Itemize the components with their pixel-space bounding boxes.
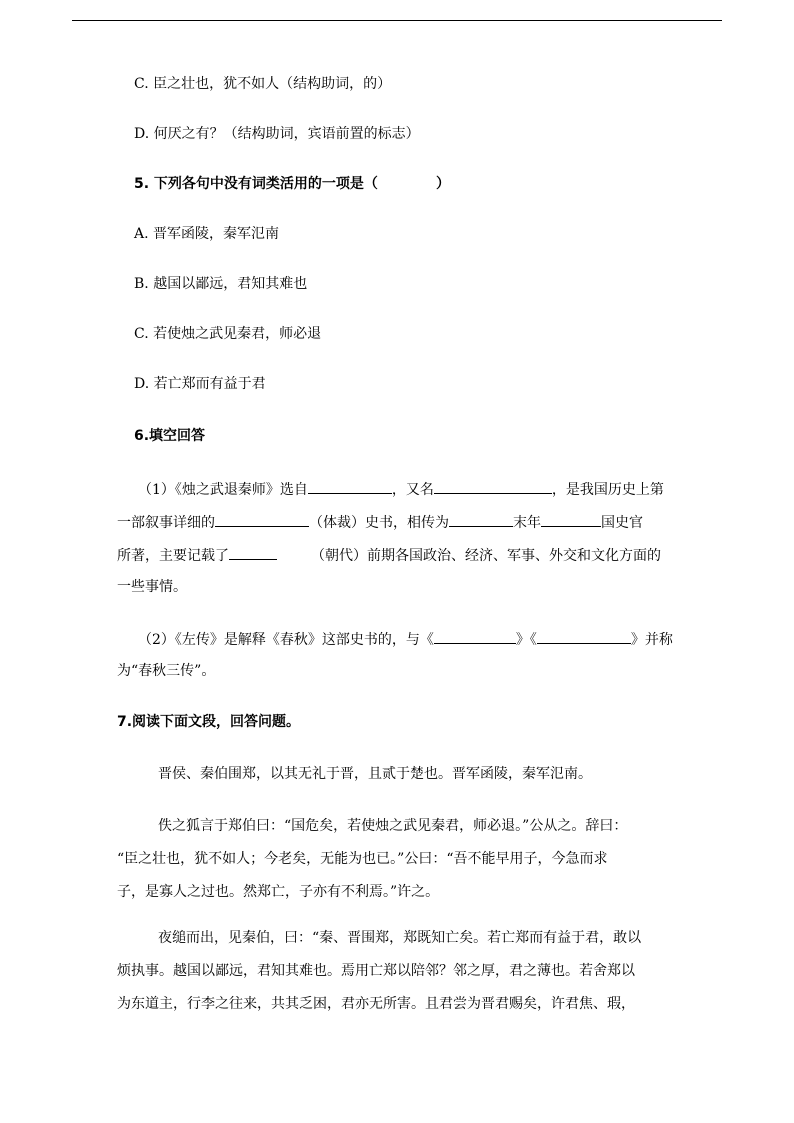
question-5-stem-text: 5. 下列各句中没有词类活用的一项是（ (134, 176, 378, 192)
passage-para2-line3: 子，是寡人之过也。然郑亡，子亦有不利焉。”许之。 (117, 884, 440, 900)
option-4c: C. 臣之壮也，犹不如人（结构助词，的） (134, 76, 392, 92)
blank-source[interactable] (308, 478, 392, 494)
question-6-p2-line2: 为“春秋三传”。 (117, 663, 216, 679)
passage-para2-line1: 佚之狐言于郑伯曰：“国危矣，若使烛之武见秦君，师必退。”公从之。辞曰： (158, 818, 628, 834)
passage-para3-line3: 为东道主，行李之往来，共其乏困，君亦无所害。且君尝为晋君赐矣，许君焦、瑕， (117, 996, 635, 1012)
text: 》《 (515, 632, 537, 648)
option-5c: C. 若使烛之武见秦君，师必退 (134, 326, 322, 342)
question-6-p1-line4: 一些事情。 (117, 579, 187, 595)
blank-genre[interactable] (215, 511, 309, 527)
blank-state[interactable] (541, 511, 601, 527)
text: 国史官 (601, 515, 643, 531)
option-5d: D. 若亡郑而有益于君 (134, 376, 266, 392)
passage-para2-line2: “臣之壮也，犹不如人；今老矣，无能为也已。”公曰：“吾不能早用子，今急而求 (117, 851, 608, 867)
question-6-p2-line1 (138, 628, 673, 650)
text: 末年 (513, 515, 541, 531)
header-rule (72, 20, 722, 21)
question-5-stem (134, 174, 450, 194)
text: 》并称 (630, 632, 673, 648)
text: （体裁）史书，相传为 (309, 515, 449, 531)
text: 一部叙事详细的 (117, 515, 215, 531)
blank-dynasty[interactable] (229, 544, 277, 560)
passage-para3-line1: 夜缒而出，见秦伯，曰：“秦、晋围郑，郑既知亡矣。若亡郑而有益于君，敢以 (158, 930, 642, 946)
text: ，是我国历史上第 (551, 482, 664, 498)
passage-para1: 晋侯、秦伯围郑，以其无礼于晋，且贰于楚也。晋军函陵，秦军氾南。 (158, 766, 592, 782)
blank-era[interactable] (449, 511, 513, 527)
text: （2）《左传》是解释《春秋》这部史书的，与《 (138, 632, 434, 648)
text: （朝代）前期各国政治、经济、军事、外交和文化方面的 (311, 548, 661, 564)
option-5b: B. 越国以鄙远，君知其难也 (134, 276, 308, 292)
text: ，又名 (391, 482, 434, 498)
option-5a: A. 晋军函陵，秦军氾南 (134, 226, 280, 242)
question-5-stem-end: ） (435, 176, 450, 192)
blank-alt-name[interactable] (434, 478, 552, 494)
passage-para3-line2: 烦执事。越国以鄙远，君知其难也。焉用亡郑以陪邻？邻之厚，君之薄也。若舍郑以 (117, 963, 635, 979)
question-6-p1-line3 (117, 544, 661, 566)
question-7-title: 7.阅读下面文段，回答问题。 (117, 714, 301, 730)
question-6-p1-line1 (138, 478, 664, 500)
question-6-title: 6.填空回答 (134, 428, 206, 444)
text: （1）《烛之武退秦师》选自 (138, 482, 308, 498)
option-4d: D. 何厌之有？（结构助词，宾语前置的标志） (134, 126, 420, 142)
blank-guliang[interactable] (537, 628, 631, 644)
question-6-p1-line2 (117, 511, 643, 533)
text: 所著，主要记载了 (117, 548, 229, 564)
blank-gongyang[interactable] (434, 628, 516, 644)
